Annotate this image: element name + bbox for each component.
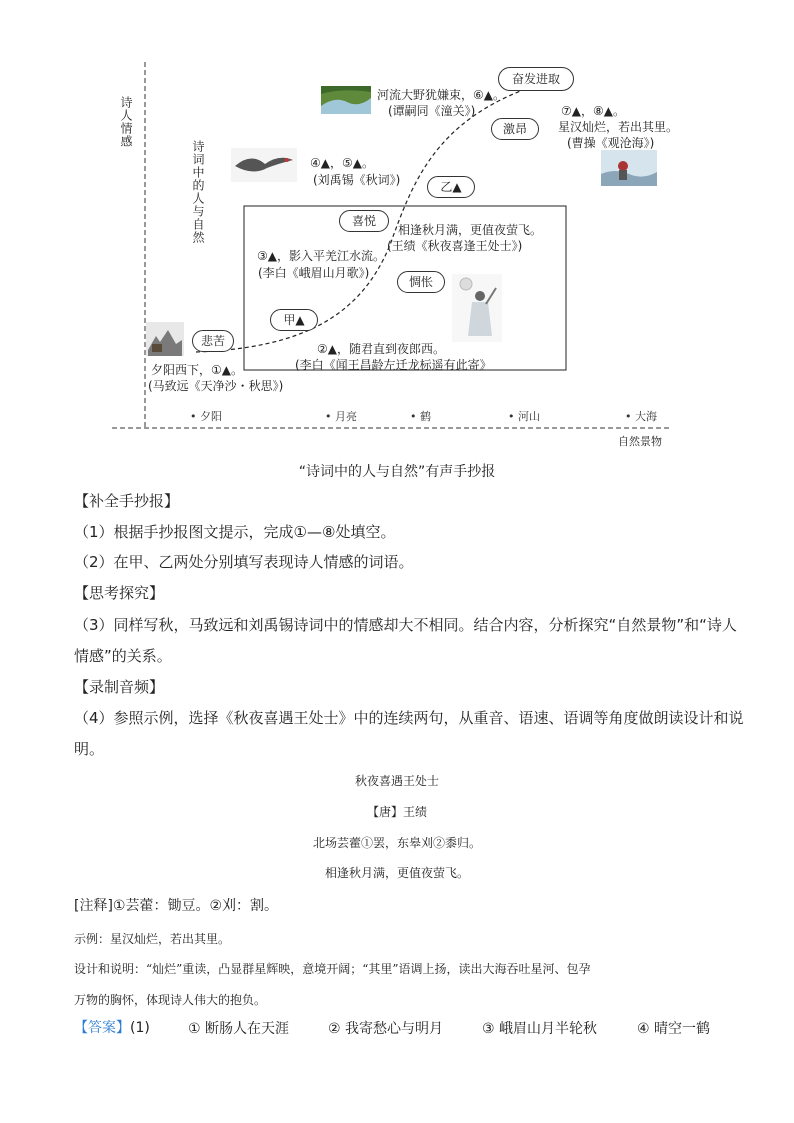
- answer-item: ② 我寄愁心与明月: [328, 1021, 444, 1037]
- answer-item: ① 断肠人在天涯: [188, 1021, 290, 1037]
- example-line: 示例：星汉灿烂，若出其里。: [74, 932, 231, 946]
- emotion-bubble-jiang: 激昂: [491, 118, 539, 140]
- poem-author: 【唐】王绩: [366, 805, 427, 819]
- entry-6-source: (谭嗣同《潼关》): [388, 104, 476, 118]
- x-tick: • 大海: [625, 410, 657, 423]
- entry-7-source: (曹操《观沧海》): [567, 136, 655, 150]
- entry-5-line: 相逢秋月满，更值夜萤飞。: [398, 223, 543, 237]
- entry-2-line: ②▲，随君直到夜郎西。: [317, 342, 445, 356]
- emotion-bubble-beiku: 悲苦: [192, 330, 234, 352]
- emotion-bubble-yi: 乙▲: [427, 176, 475, 198]
- design-line-1: 设计和说明：“灿烂”重读，凸显群星辉映，意境开阔；“其里”语调上扬，读出大海吞吐星河、包孕: [74, 962, 591, 976]
- question-4-line1: （4）参照示例，选择《秋夜喜遇王处士》中的连续两句，从重音、语速、语调等角度做朗读设计和说: [74, 709, 744, 727]
- poem-line-2: 相逢秋月满，更值夜萤飞。: [324, 866, 469, 880]
- emotion-bubble-xiyue: 喜悦: [339, 210, 389, 232]
- sea-picture: [601, 150, 657, 186]
- entry-4-source: (刘禹锡《秋词》): [313, 173, 401, 187]
- section-title-supplement: 【补全手抄报】: [74, 492, 180, 510]
- entry-5-source: (王绩《秋夜喜逢王处士》): [387, 239, 523, 253]
- section-title-explore: 【思考探究】: [74, 584, 165, 602]
- river-mountain-picture: [321, 86, 371, 114]
- question-4-line2: 明。: [74, 740, 105, 758]
- section-title-audio: 【录制音频】: [74, 678, 165, 696]
- emotion-bubble-jia: 甲▲: [270, 309, 318, 331]
- crane-picture: [231, 148, 297, 182]
- x-tick: • 月亮: [325, 410, 357, 423]
- entry-2-source: (李白《闻王昌龄左迁龙标遥有此寄》: [295, 358, 492, 372]
- design-line-2: 万物的胸怀，体现诗人伟大的抱负。: [74, 993, 267, 1007]
- answer-label: 【答案】: [74, 1020, 130, 1036]
- question-2: （2）在甲、乙两处分别填写表现诗人情感的词语。: [74, 553, 414, 571]
- poem-title: 秋夜喜遇王处士: [354, 774, 439, 788]
- entry-4-line: ④▲，⑤▲。: [310, 156, 374, 170]
- entry-7-blanks: ⑦▲，⑧▲。: [561, 104, 625, 118]
- poem-line-1: 北场芸藿①罢，东皋刈②黍归。: [312, 836, 481, 850]
- y-axis-label: 诗人情感: [119, 96, 133, 148]
- question-1: （1）根据手抄报图文提示，完成①—⑧处填空。: [74, 523, 396, 541]
- chart-axes-svg: [0, 0, 794, 450]
- scholar-picture: [452, 274, 502, 342]
- question-3-line1: （3）同样写秋，马致远和刘禹锡诗词中的情感却大不相同。结合内容，分析探究“自然景物”和“诗人: [74, 616, 737, 634]
- x-axis-label: 自然景物: [618, 435, 662, 448]
- question-3-line2: 情感”的关系。: [74, 647, 172, 665]
- answer-item: ③ 峨眉山月半轮秋: [482, 1021, 598, 1037]
- x-tick: • 鹤: [410, 410, 431, 423]
- entry-3-line: ③▲，影入平羌江水流。: [257, 249, 385, 263]
- sunset-village-picture: [146, 322, 184, 356]
- answer-part-num: (1): [130, 1020, 150, 1036]
- x-tick: • 河山: [508, 410, 540, 423]
- poem-notes: [注释]①芸藿：锄豆。②刈：割。: [74, 898, 279, 914]
- x-tick: • 夕阳: [190, 410, 222, 423]
- emotion-bubble-chouchang: 惆怅: [397, 271, 445, 293]
- poster-caption: “诗词中的人与自然”有声手抄报: [298, 464, 496, 480]
- emotion-bubble-fenfa: 奋发进取: [498, 67, 574, 91]
- entry-1-line: 夕阳西下，①▲。: [151, 363, 243, 377]
- answer-item: ④ 晴空一鹤: [637, 1021, 711, 1037]
- entry-7-line: 星汉灿烂，若出其里。: [558, 120, 679, 134]
- answer-row: [74, 1017, 150, 1037]
- entry-1-source: (马致远《天净沙・秋思》): [148, 379, 284, 393]
- entry-6-line: 河流大野犹嫌束，⑥▲。: [377, 88, 505, 102]
- theme-vertical-label: 诗词中的人与自然: [191, 140, 205, 244]
- entry-3-source: (李白《峨眉山月歌》): [258, 266, 370, 280]
